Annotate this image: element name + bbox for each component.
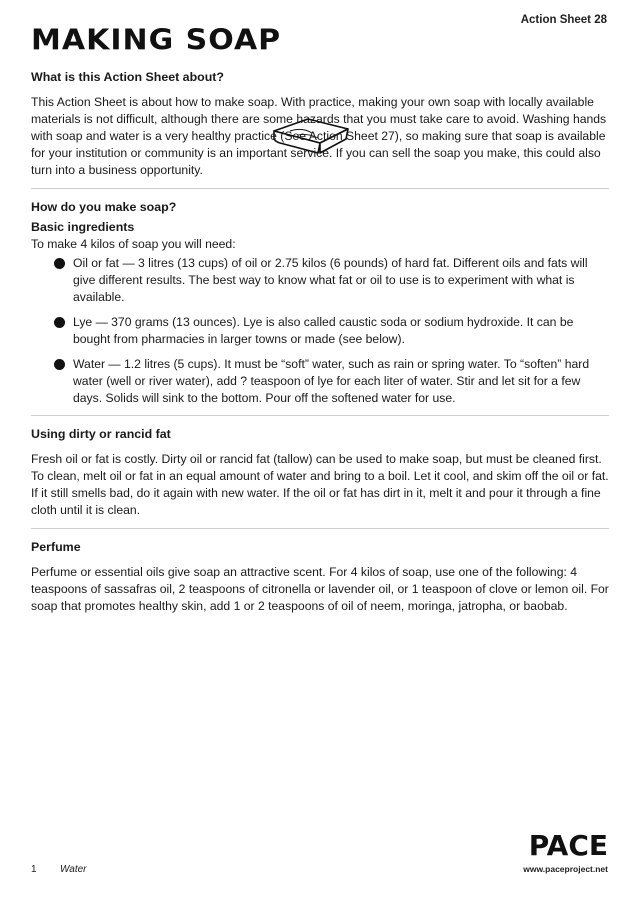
section-label: Water	[60, 864, 87, 875]
ingredients-intro: To make 4 kilos of soap you will need:	[31, 237, 236, 251]
ingredients-list	[31, 255, 609, 407]
pace-logo	[523, 829, 608, 876]
divider	[31, 415, 609, 416]
bullet-icon	[54, 317, 65, 328]
how-heading: How do you make soap?	[31, 200, 177, 214]
page-number: 1	[31, 864, 37, 875]
list-item: Water — 1.2 litres (5 cups). It must be “soft” water, such as rain or spring water. To “soften” hard water (well or river water), add ? teaspoon of lye for each liter of water. Stir and let sit for a few days. Solids will sink to the bottom. Pour off the softened water for use.	[31, 356, 609, 407]
dirty-fat-heading: Using dirty or rancid fat	[31, 427, 171, 441]
divider	[31, 528, 609, 529]
main-content	[31, 69, 609, 615]
bullet-icon	[54, 359, 65, 370]
list-item: Oil or fat — 3 litres (13 cups) of oil or 2.75 kilos (6 pounds) of hard fat. Different oils and fats will give different results. The best way to know what fat or oil to use is to experiment with what is available.	[31, 255, 609, 306]
website-url: www.paceproject.net	[523, 864, 608, 874]
dirty-fat-text: Fresh oil or fat is costly. Dirty oil or rancid fat (tallow) can be used to make soap, but must be cleaned first. To clean, melt oil or fat in an equal amount of water and bring to a boil. Let it cool, and skim off the oil or fat. If it still smells bad, do it again with new water. If the oil or fat has dirt in it, melt it and pour it through a fine cloth until it is clean.	[31, 452, 609, 517]
list-item: Lye — 370 grams (13 ounces). Lye is also called caustic soda or sodium hydroxide. It can be bought from pharmacies in larger towns or made (see below).	[31, 314, 609, 348]
about-text: This Action Sheet is about how to make soap. With practice, making your own soap with locally available materials is not difficult, although there are some hazards that you must take care to avoid. Washing hands with soap and water is a very healthy practice (See Action Sheet 27), so making sure that soap is available for your institution or community is an important service. If you can sell the soap you make, this could also turn into a business opportunity.	[31, 95, 607, 177]
logo-text: PACE	[528, 829, 608, 862]
divider	[31, 188, 609, 189]
perfume-text: Perfume or essential oils give soap an attractive scent. For 4 kilos of soap, use one of the following: 4 teaspoons of sassafras oil, 2 teaspoons of citronella or lavender oil, or 1 teaspoon of clove or lemon oil. For soap that promotes healthy skin, add 1 or 2 teaspoons of oil of neem, moringa, jatropha, or baobab.	[31, 565, 609, 613]
action-sheet-number: Action Sheet 28	[520, 14, 607, 26]
page-title: MAKING SOAP	[31, 24, 282, 58]
about-heading: What is this Action Sheet about?	[31, 70, 224, 84]
basic-ingredients-heading: Basic ingredients	[31, 220, 135, 234]
bullet-icon	[54, 258, 65, 269]
perfume-heading: Perfume	[31, 540, 81, 554]
